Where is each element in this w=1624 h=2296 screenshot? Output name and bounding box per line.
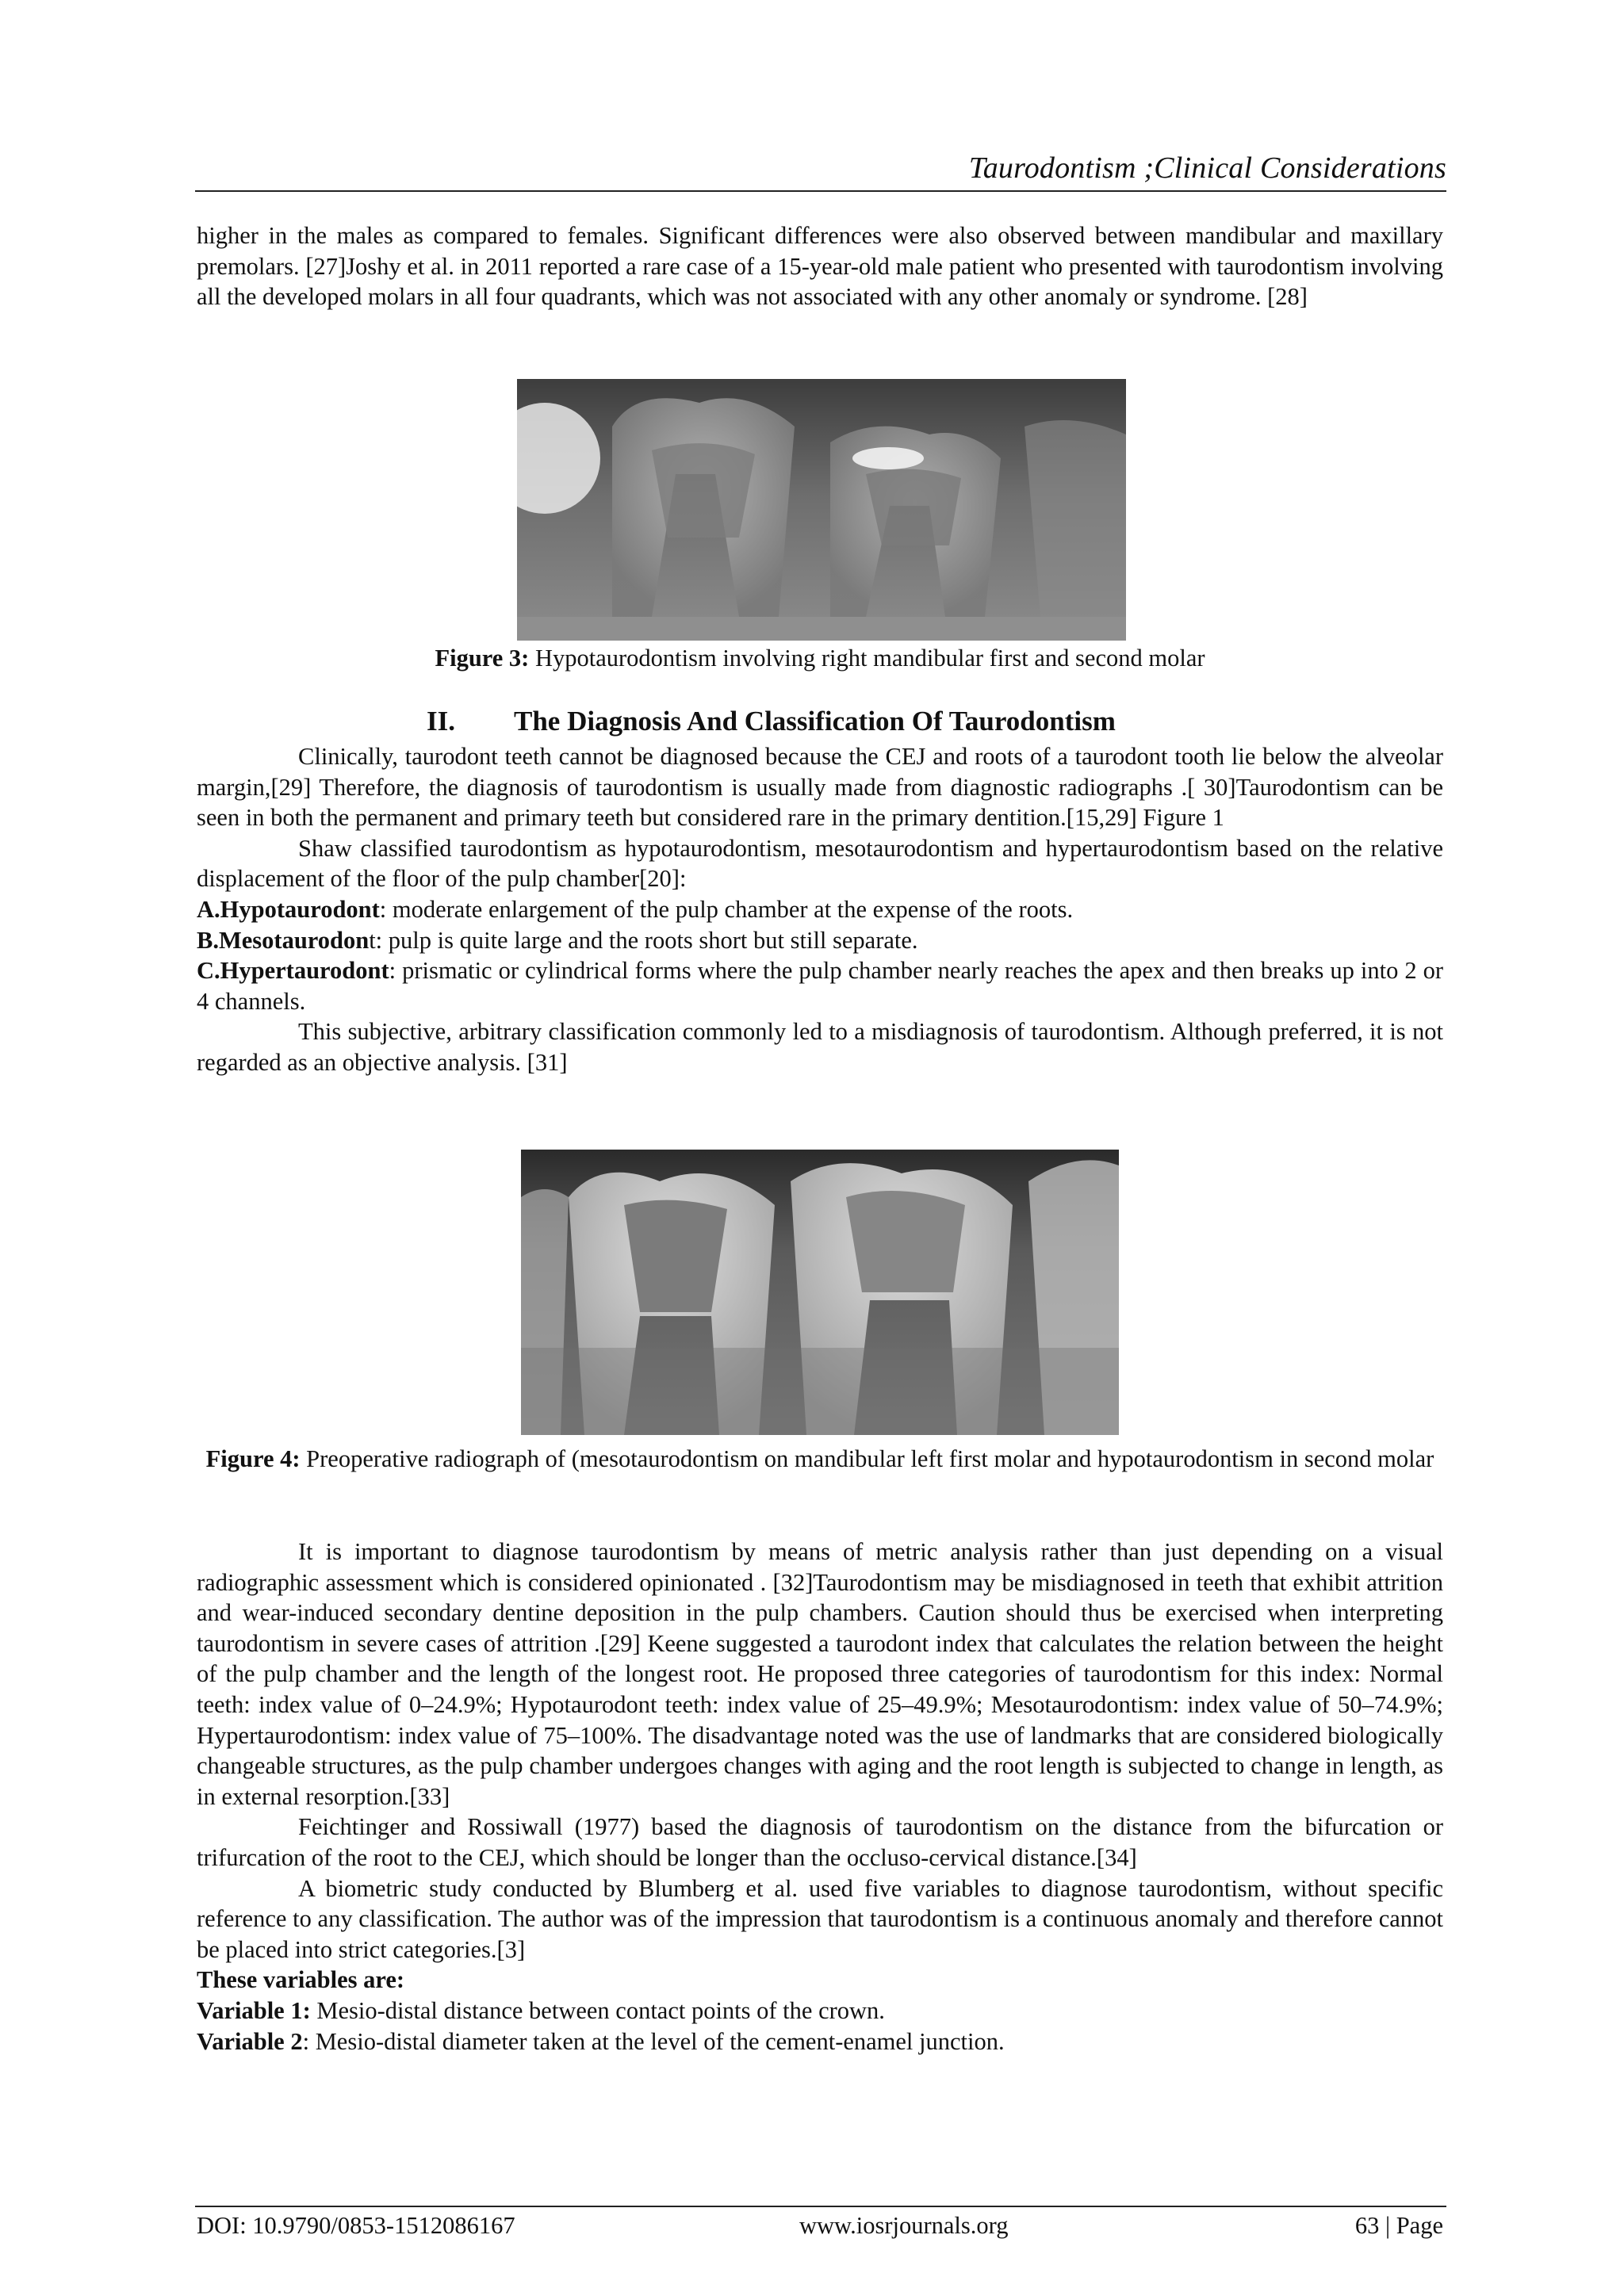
footer-doi: DOI: 10.9790/0853-1512086167 <box>197 2212 515 2239</box>
blumberg-paragraph: A biometric study conducted by Blumberg et al. used five variables to diagnose taurodontism, without specific reference to any classification. The author was of the impression that taurodontism is a continuous anomaly and therefore cannot be placed into strict categories.[3] <box>197 1874 1443 1963</box>
diagnosis-body <box>197 1536 1443 2057</box>
metric-paragraph: It is important to diagnose taurodontism by means of metric analysis rather than just depending on a visual radiographic assessment which is considered opinionated . [32]Taurodontism may be misdiagnosed in teeth that exhibit attrition and wear-induced secondary dentine deposition in the pulp chambers. Caution should thus be exercised when interpreting taurodontism in severe cases of attrition .[29] Keene suggested a taurodont index that calculates the relation between the height of the pulp chamber and the length of the longest root. He proposed three categories of taurodontism for this index: Normal teeth: index value of 0–24.9%; Hypotaurodont teeth: index value of 25–49.9%; Mesotaurodontism: index value of 50–74.9%; Hypertaurodontism: index value of 75–100%. The disadvantage noted was the use of landmarks that are considered biologically changeable structures, as the pulp chamber undergoes changes with aging and the root length is subjected to change in length, as in external resorption.[33] <box>197 1538 1443 1810</box>
class-c-text: : prismatic or cylindrical forms where the pulp chamber nearly reaches the apex and then breaks up into 2 or 4 channels. <box>197 957 1443 1015</box>
class-c-term: C.Hypertaurodont <box>197 957 389 985</box>
figure-4-radiograph <box>521 1150 1119 1435</box>
section-title: The Diagnosis And Classification Of Taurodontism <box>514 706 1116 737</box>
subjective-paragraph: This subjective, arbitrary classification commonly led to a misdiagnosis of taurodontism. Although preferred, it is not regarded as an objective analysis. [31] <box>197 1018 1443 1076</box>
variable-2-label: Variable 2 <box>197 2027 303 2055</box>
feichtinger-paragraph: Feichtinger and Rossiwall (1977) based the diagnosis of taurodontism on the distance from the bifurcation or trifurcation of the root to the CEJ, which should be longer than the occluso-cervical distance.[34] <box>197 1813 1443 1871</box>
figure-4-caption-text: Preoperative radiograph of (mesotaurodontism on mandibular left first molar and hypotaurodontism in second molar <box>300 1445 1434 1472</box>
intro-text: higher in the males as compared to females. Significant differences were also observed between mandibular and maxillary premolars. [27]Joshy et al. in 2011 reported a rare case of a 15-year-old male patient who presented with taurodontism involving all the developed molars in all four quadrants, which was not associated with any other anomaly or syndrome. [28] <box>197 222 1443 311</box>
shaw-paragraph: Shaw classified taurodontism as hypotaurodontism, mesotaurodontism and hypertaurodontism based on the relative displacement of the floor of the pulp chamber[20]: <box>197 834 1443 893</box>
class-b-text: t: pulp is quite large and the roots short but still separate. <box>369 926 918 954</box>
clinical-paragraph: Clinically, taurodont teeth cannot be diagnosed because the CEJ and roots of a taurodont tooth lie below the alveolar margin,[29] Therefore, the diagnosis of taurodontism is usually made from diagnostic radiographs .[ 30]Taurodontism can be seen in both the permanent and primary teeth but considered rare in the primary dentition.[15,29] Figure 1 <box>197 743 1443 832</box>
footer-page-number: 63 | Page <box>1354 2212 1443 2239</box>
figure-4-caption <box>197 1444 1443 1475</box>
class-a-item <box>197 894 1443 925</box>
variable-2-text: : Mesio-distal diameter taken at the level of the cement-enamel junction. <box>302 2027 1005 2055</box>
page-header-title: Taurodontism ;Clinical Considerations <box>968 151 1446 185</box>
class-a-text: : moderate enlargement of the pulp chamber at the expense of the roots. <box>379 895 1074 923</box>
footer-rule <box>195 2206 1446 2207</box>
header-rule <box>195 190 1446 192</box>
footer-site: www.iosrjournals.org <box>799 2212 1009 2239</box>
variable-2-item <box>197 2026 1443 2057</box>
class-c-item <box>197 955 1443 1016</box>
section-number: II. <box>427 706 455 737</box>
figure-3-label: Figure 3: <box>435 645 530 672</box>
variable-1-text: Mesio-distal distance between contact points of the crown. <box>310 1996 885 2024</box>
variables-heading <box>197 1965 1443 1996</box>
class-b-item <box>197 925 1443 956</box>
figure-4-label: Figure 4: <box>205 1445 301 1472</box>
class-b-term: B.Mesotaurodon <box>197 926 370 954</box>
figure-3-caption-text: Hypotaurodontism involving right mandibular first and second molar <box>529 645 1205 672</box>
class-a-term: A.Hypotaurodont <box>197 895 380 923</box>
figure-3-radiograph <box>517 379 1126 641</box>
intro-paragraph <box>197 220 1443 312</box>
variable-1-item <box>197 1996 1443 2026</box>
variables-heading-text: These variables are: <box>197 1966 405 1994</box>
figure-3-caption <box>197 643 1443 674</box>
section-2-body <box>197 741 1443 1078</box>
section-heading <box>427 706 1116 737</box>
variable-1-label: Variable 1: <box>197 1996 311 2024</box>
